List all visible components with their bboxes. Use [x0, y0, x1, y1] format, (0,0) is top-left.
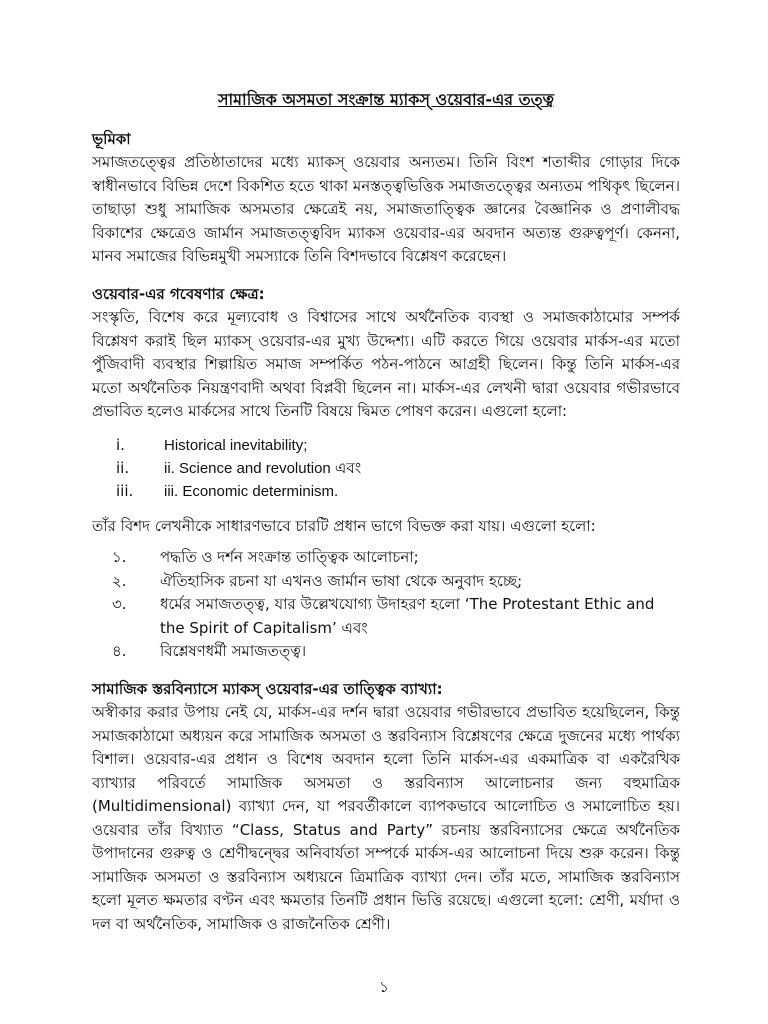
stratification-heading: সামাজিক স্তরবিন্যাসে ম্যাকস্ ওয়েবার-এর তাত্ত্বিক ব্যাখ্যা:: [92, 679, 443, 698]
list-item-text: ii. Science and revolution এবং: [164, 459, 362, 477]
list-item: [92, 480, 680, 503]
list-item: [92, 640, 680, 664]
research-section: [92, 283, 680, 664]
research-paragraph: সংস্কৃতি, বিশেষ করে মূল্যবোধ ও বিশ্বাসের সাথে অর্থনৈতিক ব্যবস্থা ও সমাজকাঠামোর সম্পর্ক বিশ্লেষণ করাই ছিল ম্যাকস্ ওয়েবার-এর মুখ্য উদ্দেশ্য। এটি করতে গিয়ে ওয়েবার মার্কস-এর মতো পুঁজিবাদী ব্যবস্থার শিল্পায়িত সমাজ সম্পর্কিত পঠন-পাঠনে আগ্রহী ছিলেন। কিন্তু তিনি মার্কস-এর মতো অর্থনৈতিক নিয়ন্ত্রণবাদী অথবা বিপ্লবী ছিলেন না। মার্কস-এর লেখনী দ্বারা ওয়েবার গভীরভাবে প্রভাবিত হলেও মার্কসের সাথে তিনটি বিষয়ে দ্বিমত পোষণ করেন। এগুলো হলো:: [92, 308, 680, 420]
list-item-number: ৪.: [112, 642, 127, 660]
list-item-number: ২.: [112, 571, 127, 590]
list-item-text: Historical inevitability;: [164, 436, 308, 454]
writings-list: [92, 546, 680, 664]
list-item-number: ৩.: [112, 595, 127, 613]
stratification-section: [92, 678, 680, 937]
list-item-text: পদ্ধতি ও দর্শন সংক্রান্ত তাত্ত্বিক আলোচনা;: [160, 548, 419, 566]
stratification-paragraph: অস্বীকার করার উপায় নেই যে, মার্কস-এর দর্শন দ্বারা ওয়েবার গভীরভাবে প্রভাবিত হয়েছিলেন, কিন্তু সমাজকাঠামো অধ্যয়ন করে সামাজিক অসমতা ও স্তরবিন্যাস বিশ্লেষণের ক্ষেত্রে দুজনের মধ্যে পার্থক্য বিশাল। ওয়েবার-এর প্রধান ও বিশেষ অবদান হলো তিনি মার্কস-এর একমাত্রিক বা একরৈখিক ব্যাখ্যার পরিবর্তে সামাজিক অসমতা ও স্তরবিন্যাস আলোচনার জন্য বহুমাত্রিক (Multidimensional) ব্যাখ্যা দেন, যা পরবর্তীকালে ব্যাপকভাবে আলোচিত ও সমালোচিত হয়। ওয়েবার তাঁর বিখ্যাত “Class, Status and Party” রচনায় স্তরবিন্যাসের ক্ষেত্রে অর্থনৈতিক উপাদানের গুরুত্ব ও শ্রেণীদ্বন্দ্বের অনিবার্যতা সম্পর্কে মার্কস-এর আলোচনা দিয়ে শুরু করেন। কিন্তু সামাজিক অসমতা ও স্তরবিন্যাস অধ্যয়নে ত্রিমাত্রিক ব্যাখ্যা দেন। তাঁর মতে, সামাজিক স্তরবিন্যাস হলো মূলত ক্ষমতার বণ্টন এবং ক্ষমতার তিনটি প্রধান ভিত্তি রয়েছে। এগুলো হলো: শ্রেণী, মর্যাদা ও দল বা অর্থনৈতিক, সামাজিক ও রাজনৈতিক শ্রেণী।: [92, 703, 680, 933]
list-item-text: ঐতিহাসিক রচনা যা এখনও জার্মান ভাষা থেকে অনুবাদ হচ্ছে;: [160, 571, 523, 590]
writings-paragraph: তাঁর বিশদ লেখনীকে সাধারণভাবে চারটি প্রধান ভাগে বিভক্ত করা যায়। এগুলো হলো:: [92, 516, 596, 535]
document-page: [92, 88, 680, 950]
list-item-number: i.: [116, 435, 125, 454]
research-heading: ওয়েবার-এর গবেষণার ক্ষেত্র:: [92, 284, 265, 303]
list-item: [92, 434, 680, 457]
page-number: ১: [379, 978, 389, 996]
intro-paragraph: সমাজতত্ত্বের প্রতিষ্ঠাতাদের মধ্যে ম্যাকস্ ওয়েবার অন্যতম। তিনি বিংশ শতাব্দীর গোড়ার দিকে স্বাধীনভাবে বিভিন্ন দেশে বিকশিত হতে থাকা মনস্তত্ত্বভিত্তিক সমাজতত্ত্বের অন্যতম পথিকৃৎ ছিলেন। তাছাড়া শুধু সামাজিক অসমতার ক্ষেত্রেই নয়, সমাজতাত্ত্বিক জ্ঞানের বৈজ্ঞানিক ও প্রণালীবদ্ধ বিকাশের ক্ষেত্রেও জার্মান সমাজতত্ত্ববিদ ম্যাকস ওয়েবার-এর অবদান অত্যন্ত গুরুত্বপূর্ণ। কেননা, মানব সমাজের বিভিন্নমুখী সমস্যাকে তিনি বিশদভাবে বিশ্লেষণ করেছেন।: [92, 153, 680, 265]
list-item-text: বিশ্লেষণধর্মী সমাজতত্ত্ব।: [160, 642, 307, 660]
list-item: [92, 593, 680, 640]
list-item: [92, 570, 680, 594]
document-title: সামাজিক অসমতা সংক্রান্ত ম্যাকস্ ওয়েবার-এর তত্ত্ব: [217, 90, 555, 109]
disagreement-list: [92, 434, 680, 503]
intro-heading: ভূমিকা: [92, 129, 131, 148]
list-item: [92, 457, 680, 480]
list-item-number: ii.: [116, 458, 130, 477]
list-item-text: ধর্মের সমাজতত্ত্ব, যার উল্লেখযোগ্য উদাহরণ হলো ‘The Protestant Ethic and the Spirit of Capitalism’ এবং: [160, 595, 655, 637]
list-item-number: ১.: [112, 548, 127, 566]
intro-section: [92, 128, 680, 269]
list-item-text: iii. Economic determinism.: [164, 482, 339, 500]
list-item: [92, 546, 680, 570]
list-item-number: iii.: [116, 481, 134, 500]
